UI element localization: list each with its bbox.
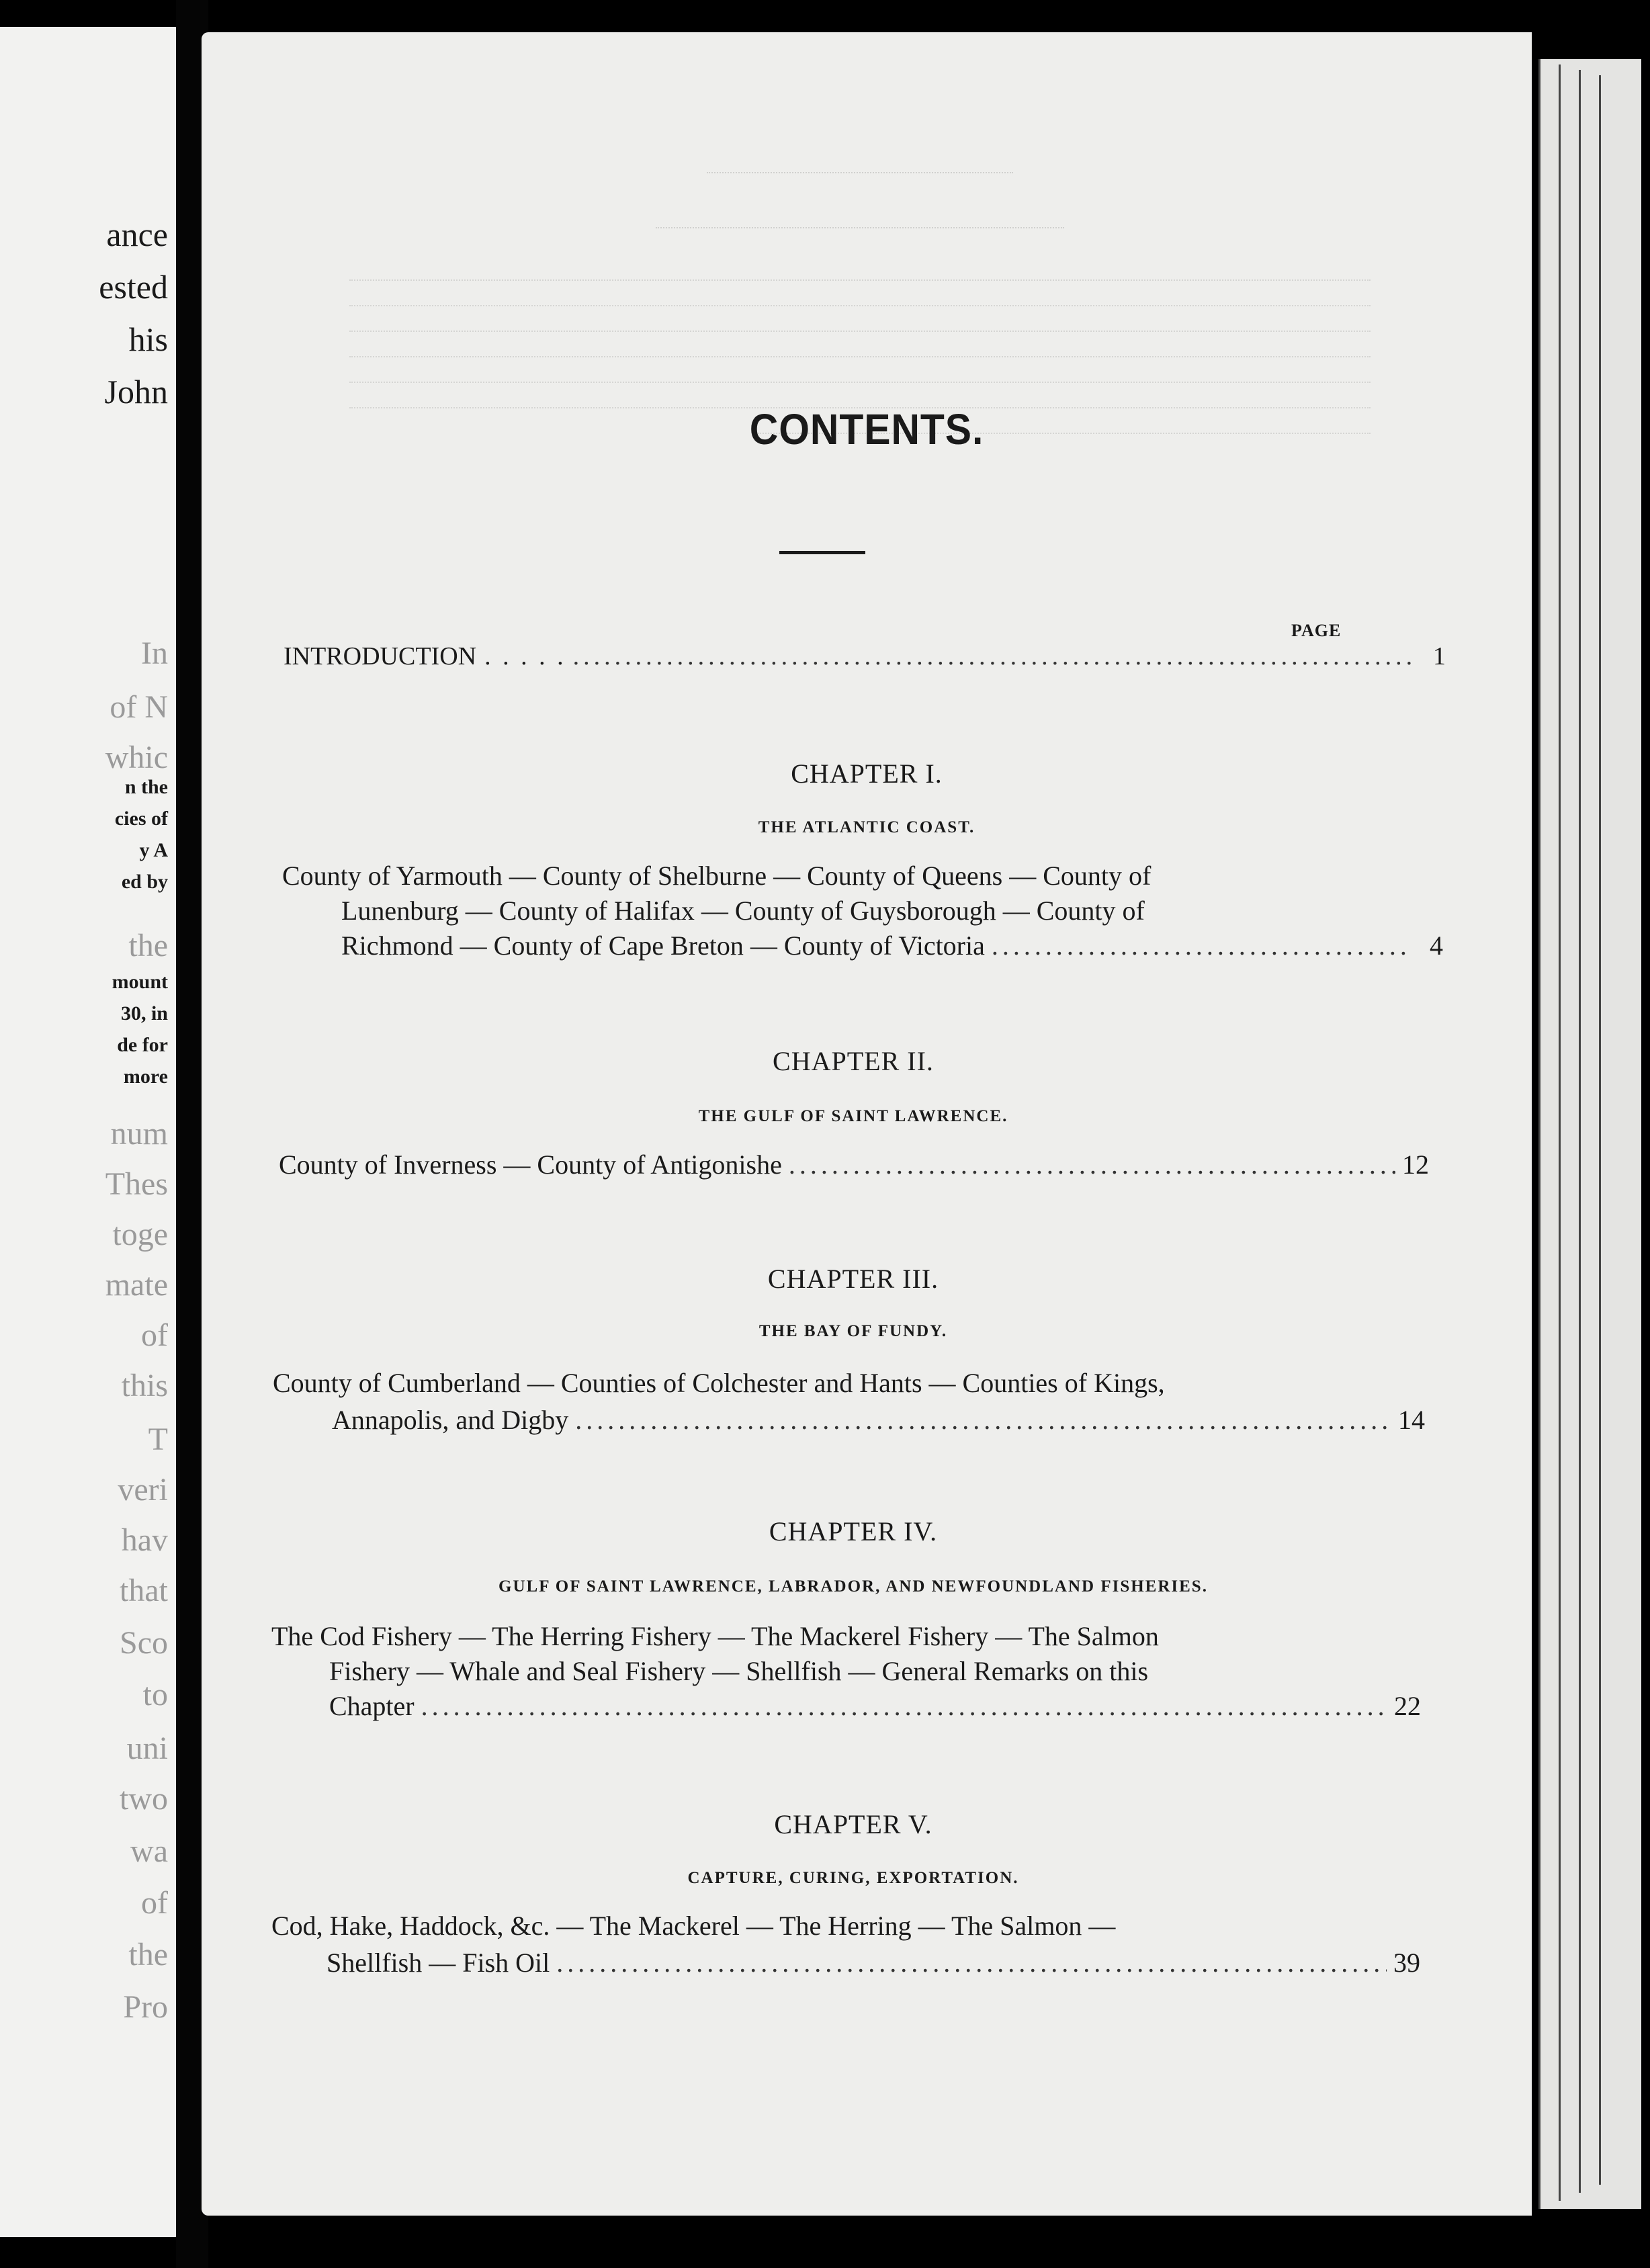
left-faint-line: that bbox=[120, 1573, 168, 1608]
chapter-entry-line: Richmond — County of Cape Breton — County of Victoria bbox=[341, 930, 985, 961]
left-text-line: ested bbox=[99, 268, 168, 306]
left-small-line: mount bbox=[112, 971, 168, 993]
left-faint-line: toge bbox=[112, 1217, 168, 1252]
left-text-line: his bbox=[128, 320, 168, 358]
left-faint-line: T bbox=[148, 1422, 168, 1457]
chapter-heading: CHAPTER II. bbox=[773, 1046, 934, 1076]
chapter-entry-line: County of Yarmouth — County of Shelburne — County of Queens — County of bbox=[282, 861, 1152, 891]
chapter-entry-last-line bbox=[332, 1404, 1425, 1436]
chapter-entry-last-line bbox=[327, 1947, 1420, 1978]
dot-leader bbox=[789, 1149, 1395, 1180]
dot-leader bbox=[575, 1404, 1391, 1436]
left-faint-line: of bbox=[141, 1885, 168, 1921]
dot-leader bbox=[992, 930, 1409, 961]
left-small-line: more bbox=[123, 1065, 168, 1088]
left-facing-page bbox=[0, 27, 176, 2237]
chapter-heading: CHAPTER III. bbox=[767, 1264, 939, 1294]
dot-leader bbox=[573, 642, 1412, 671]
entry-page-number: 12 bbox=[1402, 1149, 1429, 1180]
contents-block bbox=[202, 0, 1532, 2268]
left-faint-line: to bbox=[142, 1677, 168, 1712]
left-small-line: cies of bbox=[114, 808, 168, 830]
entry-page-number: 22 bbox=[1394, 1691, 1421, 1721]
left-faint-line: mate bbox=[105, 1267, 168, 1303]
left-faint-line: the bbox=[128, 928, 168, 963]
left-text-line: John bbox=[104, 373, 168, 410]
chapter-entry-last-line bbox=[341, 930, 1443, 961]
left-faint-line: veri bbox=[118, 1472, 168, 1508]
chapter-entry-line: County of Inverness — County of Antigonishe bbox=[279, 1149, 782, 1180]
title-rule bbox=[779, 551, 865, 554]
entry-page-number: 1 bbox=[1433, 642, 1446, 670]
chapter-entry-line: Fishery — Whale and Seal Fishery — Shellfish — General Remarks on this bbox=[329, 1656, 1149, 1686]
chapter-entry-line: Lunenburg — County of Halifax — County of Guysborough — County of bbox=[341, 896, 1145, 926]
left-faint-line: hav bbox=[121, 1522, 168, 1558]
left-faint-line: two bbox=[120, 1781, 168, 1817]
chapter-entry-line: The Cod Fishery — The Herring Fishery — The Mackerel Fishery — The Salmon bbox=[271, 1621, 1159, 1651]
chapter-subtitle: CAPTURE, CURING, EXPORTATION. bbox=[687, 1869, 1019, 1887]
left-small-line: de for bbox=[117, 1034, 168, 1056]
chapter-subtitle: THE ATLANTIC COAST. bbox=[758, 818, 975, 836]
page-edge bbox=[1599, 75, 1621, 2185]
entry-prefix-dots: . . . . . bbox=[484, 642, 566, 670]
chapter-entry-line: Chapter bbox=[329, 1691, 415, 1721]
entry-page-number: 14 bbox=[1398, 1405, 1425, 1435]
left-faint-line: Sco bbox=[120, 1625, 168, 1661]
left-faint-line: the bbox=[128, 1937, 168, 1972]
entry-page-number: 4 bbox=[1430, 930, 1443, 961]
chapter-entry-line: County of Cumberland — Counties of Colchester and Hants — Counties of Kings, bbox=[273, 1368, 1165, 1398]
left-small-line: ed by bbox=[121, 871, 168, 893]
left-faint-line: of bbox=[141, 1317, 168, 1353]
left-faint-line: of N bbox=[110, 689, 168, 725]
left-faint-line: wa bbox=[130, 1833, 168, 1869]
left-faint-line: this bbox=[121, 1368, 168, 1403]
left-small-line: y A bbox=[139, 839, 168, 861]
left-small-line: 30, in bbox=[120, 1002, 168, 1024]
chapter-heading: CHAPTER I. bbox=[791, 758, 943, 789]
chapter-subtitle: GULF OF SAINT LAWRENCE, LABRADOR, AND NEWFOUNDLAND FISHERIES. bbox=[498, 1577, 1208, 1596]
page-title: CONTENTS. bbox=[749, 405, 984, 453]
left-faint-line: Pro bbox=[123, 1989, 168, 2025]
chapter-subtitle: THE BAY OF FUNDY. bbox=[758, 1322, 948, 1340]
left-text-line: ance bbox=[106, 216, 168, 253]
left-faint-line: whic bbox=[105, 740, 168, 775]
chapter-entry-last-line bbox=[279, 1149, 1429, 1180]
left-faint-line: uni bbox=[126, 1731, 168, 1766]
chapter-entry-line: Annapolis, and Digby bbox=[332, 1405, 569, 1435]
left-small-line: n the bbox=[124, 776, 168, 798]
left-faint-line: Thes bbox=[105, 1166, 168, 1202]
chapter-heading: CHAPTER V. bbox=[774, 1809, 932, 1839]
chapter-entry-line: Cod, Hake, Haddock, &c. — The Mackerel — The Herring — The Salmon — bbox=[271, 1911, 1116, 1941]
dot-leader bbox=[556, 1947, 1387, 1978]
chapter-heading: CHAPTER IV. bbox=[769, 1516, 938, 1546]
dot-leader bbox=[421, 1690, 1387, 1722]
left-faint-line: In bbox=[141, 636, 168, 671]
chapter-entry-last-line bbox=[329, 1690, 1421, 1722]
entry-label: INTRODUCTION bbox=[284, 642, 477, 670]
page-column-label: PAGE bbox=[1291, 621, 1342, 640]
entry-introduction bbox=[284, 642, 1446, 671]
chapter-entry-line: Shellfish — Fish Oil bbox=[327, 1948, 550, 1978]
entry-page-number: 39 bbox=[1393, 1948, 1420, 1978]
left-faint-line: num bbox=[110, 1116, 168, 1151]
chapter-subtitle: THE GULF OF SAINT LAWRENCE. bbox=[698, 1107, 1008, 1125]
